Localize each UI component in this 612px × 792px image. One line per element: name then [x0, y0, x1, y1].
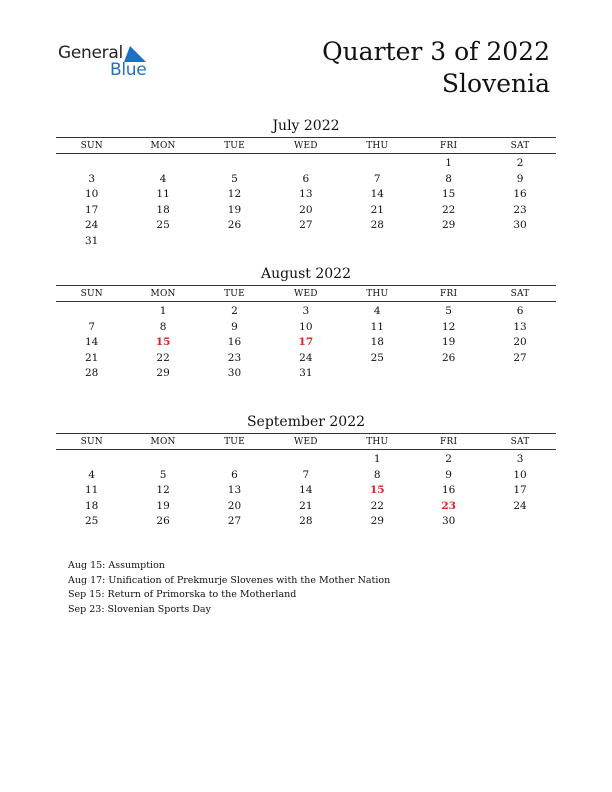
empty-day-cell	[56, 452, 127, 468]
weekday-header	[56, 433, 556, 450]
holiday-day-cell: 15	[155, 336, 171, 348]
day-cell: 9	[231, 320, 238, 333]
day-cell: 17	[513, 484, 527, 496]
weekday-label: SUN	[80, 436, 103, 447]
day-cell: 9	[516, 172, 524, 185]
holiday-notes	[68, 559, 390, 617]
month-july	[56, 117, 556, 249]
day-cell: 2	[231, 305, 238, 317]
weekday-header	[56, 285, 556, 302]
day-cell: 21	[85, 351, 99, 364]
weekday-label: MON	[150, 288, 176, 299]
day-cell: 4	[373, 305, 381, 317]
day-cell: 24	[299, 351, 313, 364]
weekday-label: MON	[150, 140, 176, 151]
month-title: July 2022	[272, 118, 340, 134]
day-cell: 6	[516, 305, 524, 317]
weekday-label: TUE	[224, 140, 245, 151]
empty-day-cell	[342, 156, 413, 172]
weekday-label: SUN	[80, 288, 103, 299]
day-cell: 6	[231, 468, 238, 481]
country-title: Slovenia	[441, 69, 550, 98]
day-grid	[56, 304, 556, 382]
day-cell: 22	[370, 499, 384, 512]
day-cell: 2	[516, 157, 524, 169]
day-cell: 5	[231, 172, 238, 185]
day-grid	[56, 156, 556, 249]
day-cell: 10	[513, 468, 527, 481]
day-cell: 19	[227, 203, 242, 216]
day-cell: 5	[159, 468, 167, 481]
weekday-label: TUE	[224, 436, 245, 447]
empty-day-cell	[199, 156, 270, 172]
weekday-label: SUN	[80, 140, 103, 151]
day-cell: 28	[299, 515, 313, 527]
holiday-day-cell: 23	[441, 499, 456, 512]
holiday-note: Aug 15: Assumption	[68, 560, 165, 571]
day-cell: 13	[513, 320, 527, 333]
day-cell: 11	[156, 188, 170, 200]
weekday-label: SAT	[510, 140, 530, 151]
day-cell: 25	[370, 351, 384, 364]
day-cell: 4	[88, 468, 96, 481]
empty-day-cell	[270, 452, 341, 468]
day-cell: 30	[227, 367, 242, 379]
day-cell: 1	[373, 453, 381, 465]
day-cell: 5	[445, 305, 452, 317]
day-cell: 18	[370, 336, 384, 348]
day-cell: 27	[513, 351, 527, 364]
day-cell: 7	[88, 320, 96, 333]
weekday-label: MON	[150, 436, 176, 447]
day-cell: 29	[441, 219, 456, 231]
weekday-label: WED	[294, 436, 318, 447]
day-cell: 29	[156, 367, 170, 379]
day-cell: 8	[159, 320, 167, 333]
day-cell: 27	[227, 515, 242, 527]
day-cell: 24	[513, 499, 527, 512]
day-cell: 14	[85, 336, 99, 348]
day-cell: 9	[445, 468, 452, 481]
weekday-label: WED	[294, 140, 318, 151]
weekday-label: SAT	[510, 436, 530, 447]
day-cell: 31	[85, 234, 99, 247]
day-cell: 11	[85, 484, 99, 496]
day-cell: 20	[299, 203, 313, 216]
day-cell: 25	[156, 219, 170, 231]
day-cell: 22	[441, 203, 456, 216]
month-august	[56, 265, 556, 382]
day-cell: 25	[85, 515, 99, 527]
day-cell: 24	[85, 219, 99, 231]
empty-day-cell	[56, 304, 127, 320]
day-cell: 12	[227, 188, 242, 200]
day-cell: 12	[156, 484, 170, 496]
day-cell: 10	[299, 320, 313, 333]
holiday-day-cell: 15	[369, 484, 385, 496]
weekday-label: TUE	[224, 288, 245, 299]
weekday-label: FRI	[440, 140, 458, 151]
day-cell: 8	[373, 468, 381, 481]
weekday-header	[56, 137, 556, 154]
day-cell: 22	[156, 351, 170, 364]
weekday-label: FRI	[440, 288, 458, 299]
day-cell: 23	[513, 203, 527, 216]
day-cell: 19	[441, 336, 456, 348]
weekday-label: THU	[366, 436, 389, 447]
holiday-note: Sep 23: Slovenian Sports Day	[68, 603, 211, 615]
day-cell: 21	[299, 499, 313, 512]
day-cell: 6	[302, 172, 310, 185]
day-cell: 3	[302, 305, 310, 317]
day-grid	[56, 452, 556, 530]
empty-day-cell	[127, 156, 198, 172]
day-cell: 3	[516, 453, 524, 465]
day-cell: 26	[156, 515, 170, 527]
day-cell: 13	[299, 188, 313, 200]
day-cell: 14	[299, 484, 313, 496]
month-title: September 2022	[246, 414, 366, 430]
day-cell: 18	[85, 499, 99, 512]
day-cell: 23	[227, 351, 242, 364]
logo-general-text: General	[58, 43, 123, 63]
day-cell: 17	[85, 203, 99, 216]
day-cell: 7	[302, 468, 310, 481]
quarter-title: Quarter 3 of 2022	[322, 37, 550, 66]
day-cell: 2	[445, 453, 452, 465]
page-title	[322, 36, 550, 100]
day-cell: 30	[513, 219, 527, 231]
day-cell: 8	[445, 172, 452, 185]
holiday-day-cell: 17	[298, 336, 314, 348]
weekday-label: WED	[294, 288, 318, 299]
day-cell: 4	[159, 172, 167, 185]
day-cell: 13	[227, 484, 242, 496]
logo-blue-text: Blue	[110, 60, 147, 80]
weekday-label: FRI	[440, 436, 458, 447]
day-cell: 21	[370, 203, 384, 216]
day-cell: 15	[441, 188, 456, 200]
day-cell: 1	[445, 157, 452, 169]
day-cell: 30	[441, 515, 456, 527]
day-cell: 31	[299, 367, 313, 379]
day-cell: 3	[88, 172, 96, 185]
day-cell: 14	[370, 188, 384, 200]
weekday-label: SAT	[510, 288, 530, 299]
month-title: August 2022	[261, 266, 351, 282]
month-september	[56, 413, 556, 530]
empty-day-cell	[56, 156, 127, 172]
day-cell: 27	[299, 219, 313, 231]
day-cell: 7	[373, 172, 381, 185]
holiday-note: Aug 17: Unification of Prekmurje Slovenes with the Mother Nation	[68, 574, 391, 586]
day-cell: 11	[370, 320, 384, 333]
day-cell: 26	[227, 219, 242, 231]
day-cell: 12	[441, 320, 456, 333]
weekday-label: THU	[366, 288, 389, 299]
day-cell: 28	[85, 367, 99, 379]
day-cell: 1	[159, 305, 167, 317]
weekday-label: THU	[366, 140, 389, 151]
empty-day-cell	[199, 452, 270, 468]
empty-day-cell	[270, 156, 341, 172]
day-cell: 16	[441, 484, 456, 496]
holiday-note: Sep 15: Return of Primorska to the Motherland	[68, 589, 297, 600]
day-cell: 28	[370, 219, 384, 231]
logo	[58, 43, 168, 83]
empty-day-cell	[127, 452, 198, 468]
day-cell: 10	[85, 188, 99, 200]
day-cell: 19	[156, 499, 170, 512]
day-cell: 20	[513, 336, 527, 348]
day-cell: 29	[370, 515, 384, 527]
day-cell: 20	[227, 499, 242, 512]
day-cell: 16	[513, 188, 527, 200]
day-cell: 16	[227, 336, 242, 348]
day-cell: 18	[156, 203, 170, 216]
day-cell: 26	[441, 351, 456, 364]
